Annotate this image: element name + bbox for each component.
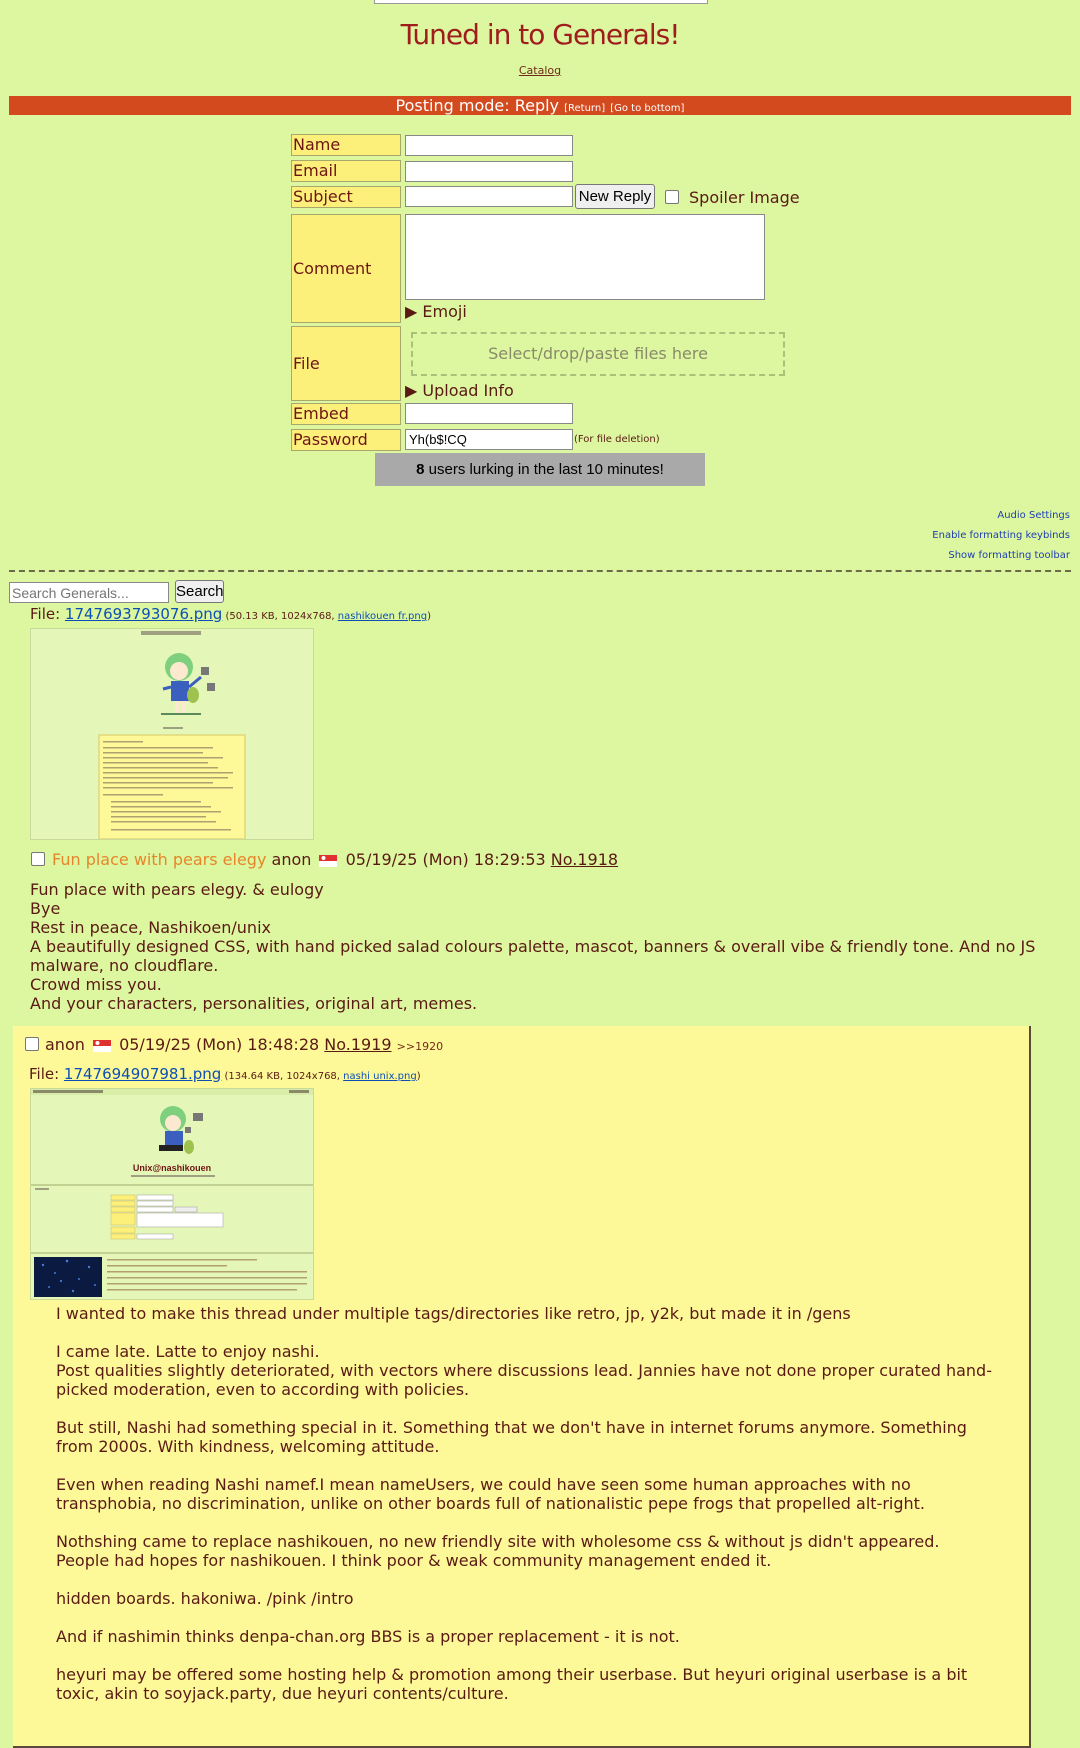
upload-info-toggle[interactable]: ▶ Upload Info [405,381,514,400]
reply-file-meta-close: ) [416,1071,421,1082]
formatting-keybinds-link[interactable]: Enable formatting keybinds [932,530,1070,541]
lurking-count: 8 [416,461,425,478]
op-file-meta-close: ) [427,611,431,622]
spoiler-label: Spoiler Image [689,188,800,207]
reply-paragraph: And if nashimin thinks denpa-chan.org BBS is a proper replacement - it is not. [56,1627,680,1646]
op-file-link[interactable]: 1747693793076.png [64,605,223,623]
reply-thumbnail[interactable] [30,1088,314,1300]
file-dropzone[interactable]: Select/drop/paste files here [411,332,785,376]
formatting-toolbar-link[interactable]: Show formatting toolbar [948,550,1070,561]
embed-input[interactable] [405,403,573,424]
posting-mode-label: Posting mode: Reply [395,96,560,115]
lurking-counter [375,453,705,486]
singapore-flag-icon [93,1040,111,1052]
op-original-name-link[interactable]: nashikouen fr.png [337,611,428,622]
reply-paragraph: I wanted to make this thread under multiple tags/directories like retro, jp, y2k, but made it in /gens [56,1304,851,1323]
reply-paragraph: Even when reading Nashi namef.I mean nameUsers, we could have seen some human approaches with no transphobia, no discrimination, unlike on other boards full of nationalistic pepe frogs that propelled alt-right. [56,1475,926,1513]
op-select-checkbox[interactable] [31,852,45,866]
reply-paragraph: heyuri may be offered some hosting help & promotion among their userbase. But heyuri original userbase is a bit toxic, akin to soyjack.party, due heyuri contents/culture. [56,1665,968,1703]
reply-thumbnail-image [31,1089,313,1299]
reply-paragraph: But still, Nashi had something special in it. Something that we don't have in internet forums anymore. Something from 2000s. With kindness, welcoming attitude. [56,1418,967,1456]
email-label: Email [291,160,401,182]
spoiler-checkbox[interactable] [665,190,679,204]
op-post-number[interactable]: No.1918 [550,850,619,869]
embed-label: Embed [291,403,401,425]
top-banner-strip [374,0,708,4]
op-line: Crowd miss you. [30,975,162,994]
reply-file-info [29,1065,421,1083]
op-post-header [52,850,618,869]
new-reply-button[interactable]: New Reply [575,184,655,209]
reply-post-header [45,1035,443,1054]
reply-paragraph: Nothshing came to replace nashikouen, no new friendly site with wholesome css & without js didn't appeared. People had hopes for nashikouen. I think poor & weak community management ended it. [56,1532,940,1570]
op-poster-name: anon [271,850,312,869]
password-input[interactable] [405,429,573,450]
reply-original-name-link[interactable]: nashi unix.png [343,1071,417,1082]
reply-file-prefix: File: [29,1065,64,1083]
op-thumbnail[interactable] [30,628,314,840]
email-input[interactable] [405,161,573,182]
op-line: Bye [30,899,61,918]
op-line: A beautifully designed CSS, with hand picked salad colours palette, mascot, banners & overall vibe & friendly tone. And no JS malware, no cloudflare. [30,937,1036,975]
op-file-info [30,605,431,623]
settings-links [932,506,1070,566]
reply-comment [56,1304,996,1722]
op-file-prefix: File: [30,605,65,623]
section-divider [9,570,1071,572]
op-comment [30,880,1040,1013]
lurking-text: users lurking in the last 10 minutes! [424,461,664,478]
password-label: Password [291,429,401,451]
reply-post [13,1026,1031,1748]
return-link[interactable]: [Return] [564,103,606,114]
board-title: Tuned in to Generals! [400,18,680,51]
go-to-bottom-link[interactable]: [Go to bottom] [610,103,685,114]
posting-mode-bar [9,96,1071,115]
file-label: File [291,326,401,401]
audio-settings-link[interactable]: Audio Settings [997,510,1070,521]
reply-date: 05/19/25 (Mon) 18:48:28 [119,1035,320,1054]
reply-poster-name: anon [45,1035,85,1054]
singapore-flag-icon [319,855,337,867]
name-label: Name [291,134,401,156]
reply-paragraph: I came late. Latte to enjoy nashi. Post qualities slightly deteriorated, with vectors where discussions lead. Jannies have not done proper curated hand-picked moderation, even to according with policies. [56,1342,992,1399]
search-button[interactable]: Search [175,580,224,603]
op-line: Rest in peace, Nashikoen/unix [30,918,271,937]
reply-post-number[interactable]: No.1919 [324,1035,392,1054]
search-input[interactable] [9,582,169,603]
reply-backlink[interactable]: >>1920 [396,1040,444,1053]
comment-textarea[interactable] [405,214,765,300]
op-thumbnail-image [31,629,313,839]
comment-label: Comment [291,214,401,323]
emoji-toggle[interactable]: ▶ Emoji [405,302,467,321]
subject-input[interactable] [405,186,573,207]
op-subject: Fun place with pears elegy [52,850,267,869]
reply-select-checkbox[interactable] [25,1037,39,1051]
reply-file-link[interactable]: 1747694907981.png [63,1065,222,1083]
op-file-meta: (50.13 KB, 1024x768, [222,611,338,622]
reply-paragraph: hidden boards. hakoniwa. /pink /intro [56,1589,354,1608]
subject-label: Subject [291,186,401,208]
op-line: And your characters, personalities, original art, memes. [30,994,478,1013]
password-hint: (For file deletion) [574,434,660,445]
catalog-link[interactable]: Catalog [518,64,562,77]
name-input[interactable] [405,135,573,156]
reply-file-meta: (134.64 KB, 1024x768, [221,1071,344,1082]
op-line: Fun place with pears elegy. & eulogy [30,880,324,899]
reply-thumbnail-caption: Unix@nashikouen [132,1163,212,1173]
op-date: 05/19/25 (Mon) 18:29:53 [345,850,546,869]
